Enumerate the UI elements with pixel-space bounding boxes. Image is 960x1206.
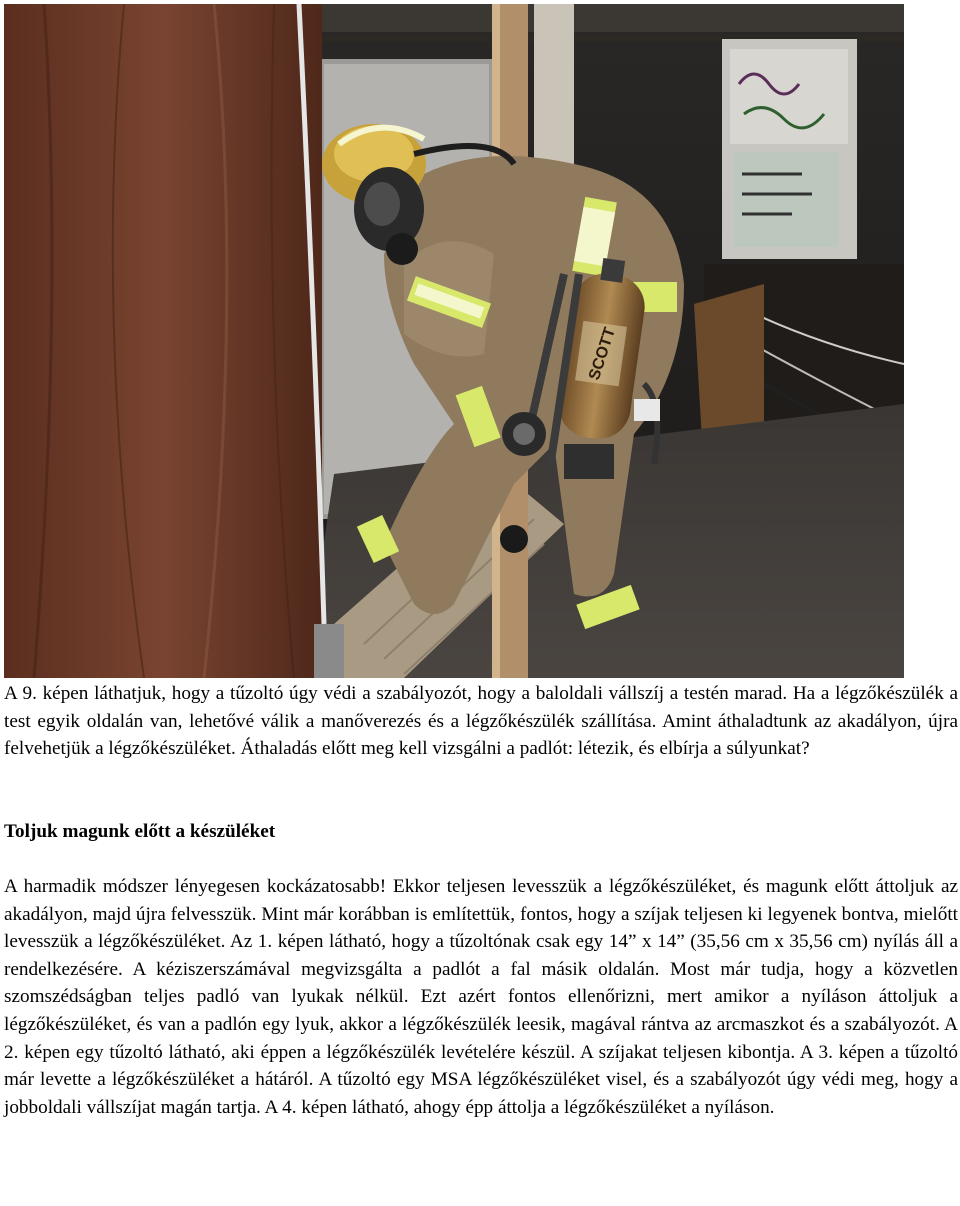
section-heading: Toljuk magunk előtt a készüléket — [4, 821, 276, 842]
body-paragraph — [4, 873, 958, 1121]
body-text: A harmadik módszer lényegesen kockázatosabb! Ekkor teljesen levesszük a légzőkészüléket, és magunk előtt áttoljuk az akadályon, majd újra felvesszük. Mint már korábban is említettük, fontos, hogy a szíjak teljesen ki legyenek bontva, mielőtt levesszük a légzőkészüléket. Az 1. képen látható, hogy a tűzoltónak csak egy 14” x 14” (35,56 cm x 35,56 cm) nyílás áll a rendelkezésére. A kéziszerszámával megvizsgálta a padlót a fal másik oldalán. Most már tudja, hogy a közvetlen szomszédságban teljes padló van lyukak nélkül. Ezt azért fontos ellenőrizni, mert amikor a nyíláson áttoljuk a légzőkészüléket, és van a padlón egy lyuk, akkor a légzőkészülék leesik, magával rántva az arcmaszkot és a szabályozót. A 2. képen egy tűzoltó látható, aki éppen a légzőkészülék levételére készül. A szíjakat teljesen kibontja. A 3. képen a tűzoltó már levette a légzőkészüléket a hátáról. A tűzoltó egy MSA légzőkészüléket visel, és a szabályozót úgy védi meg, hogy a jobboldali vállszíjat magán tartja. A 4. képen látható, ahogy épp áttolja a légzőkészüléket a nyíláson. — [4, 876, 958, 1118]
caption-text: A 9. képen láthatjuk, hogy a tűzoltó úgy védi a szabályozót, hogy a baloldali vállszíj a testén marad. Ha a légzőkészülék a test egyik oldalán van, lehetővé válik a manőverezés és a légzőkészülék szállítása. Amint áthaladtunk az akadályon, újra felvehetjük a légzőkészüléket. Áthaladás előtt meg kell vizsgálni a padlót: létezik, és elbírja a súlyunkat? — [4, 683, 958, 759]
photo-illustration — [4, 4, 904, 678]
tank-label: SCOTT — [586, 325, 619, 383]
photo-caption — [4, 680, 958, 763]
firefighter-photo — [4, 4, 904, 678]
